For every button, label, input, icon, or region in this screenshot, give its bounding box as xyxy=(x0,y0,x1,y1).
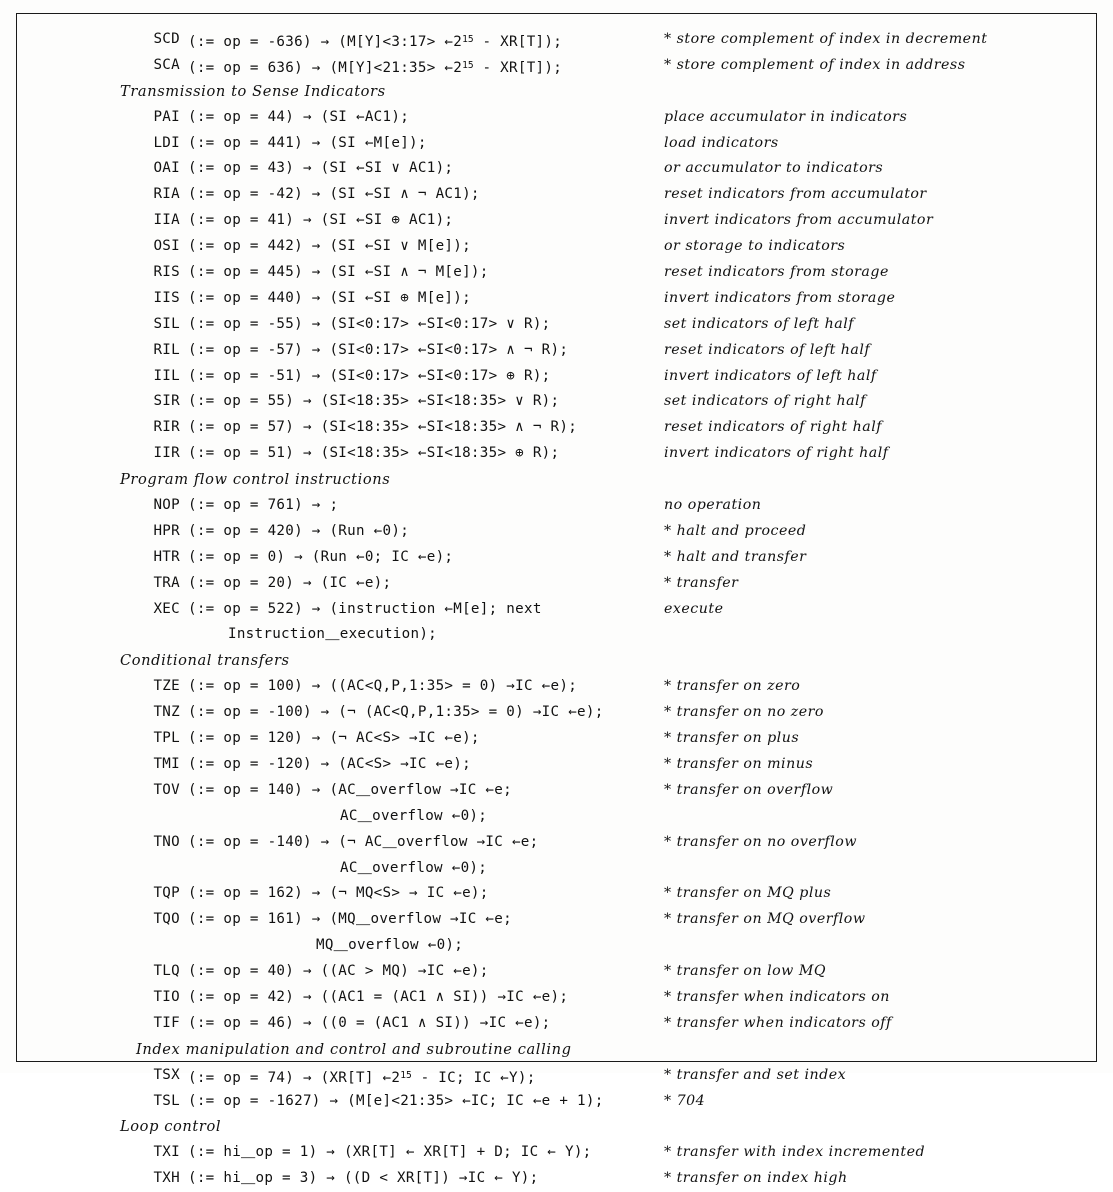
instruction-mnemonic: RIR xyxy=(153,419,180,436)
expression-text: (:= op = 522) → (instruction ←M[e]; next xyxy=(188,600,542,617)
expression-text: (:= op = -120) → (AC<S> →IC ←e); xyxy=(188,755,471,772)
instruction-comment: * store complement of index in address xyxy=(664,56,966,73)
expression-text: (:= hi⸏op = 3) → ((D < XR[T]) →IC ← Y); xyxy=(188,1170,539,1187)
instruction-expression xyxy=(188,1166,538,1192)
instruction-comment: * store complement of index in decrement xyxy=(664,31,988,47)
instruction-comment: invert indicators of right half xyxy=(664,445,889,462)
instruction-mnemonic: HTR xyxy=(153,548,180,565)
exponent: 15 xyxy=(462,34,474,45)
listing-row xyxy=(16,1114,1097,1140)
instruction-comment: * transfer on low MQ xyxy=(664,963,826,980)
instruction-comment: set indicators of right half xyxy=(664,393,866,410)
instruction-comment: reset indicators of right half xyxy=(664,419,883,436)
instruction-mnemonic: TXH xyxy=(153,1170,180,1187)
listing-row xyxy=(16,648,1097,674)
listing-row xyxy=(16,1037,1097,1063)
listing-row xyxy=(16,985,1097,1011)
instruction-expression xyxy=(188,545,453,571)
listing-row xyxy=(16,338,1097,364)
instruction-comment: * transfer with index incremented xyxy=(664,1144,926,1161)
listing-row xyxy=(16,364,1097,390)
instruction-expression xyxy=(188,1089,604,1115)
instruction-mnemonic: TNO xyxy=(153,833,180,850)
expression-text: (:= op = 445) → (SI ←SI ∧ ¬ M[e]); xyxy=(188,264,489,281)
instruction-expression xyxy=(188,493,338,519)
instruction-mnemonic: TMI xyxy=(153,755,180,772)
instruction-mnemonic: SIL xyxy=(153,315,180,332)
expression-text: (:= op = 40) → ((AC > MQ) →IC ←e); xyxy=(188,963,489,980)
instruction-comment: * transfer on no zero xyxy=(664,704,824,721)
expression-text: (:= op = 20) → (IC ←e); xyxy=(188,574,392,591)
expression-text: (:= op = 51) → (SI<18:35> ←SI<18:35> ⊕ R); xyxy=(188,445,560,462)
instruction-comment: * halt and proceed xyxy=(664,522,807,539)
instruction-comment: execute xyxy=(664,600,724,617)
instruction-mnemonic: IIR xyxy=(153,445,180,462)
instruction-expression xyxy=(188,234,471,260)
instruction-expression xyxy=(188,364,551,390)
instruction-comment: reset indicators from storage xyxy=(664,264,889,281)
instruction-comment: * transfer when indicators off xyxy=(664,1014,892,1031)
listing-row xyxy=(16,234,1097,260)
listing-row xyxy=(16,959,1097,985)
instruction-expression xyxy=(188,1063,536,1092)
listing-row xyxy=(16,105,1097,131)
instruction-mnemonic: TXI xyxy=(153,1144,180,1161)
instruction-comment: * halt and transfer xyxy=(664,548,807,565)
instruction-mnemonic: TLQ xyxy=(153,963,180,980)
instruction-comment: or accumulator to indicators xyxy=(664,160,884,177)
instruction-mnemonic: TNZ xyxy=(153,704,180,721)
listing-row xyxy=(16,1063,1097,1089)
listing-row xyxy=(16,545,1097,571)
expression-text-tail: - IC; IC ←Y); xyxy=(411,1069,536,1086)
listing-row xyxy=(16,156,1097,182)
instruction-mnemonic: RIS xyxy=(153,264,180,281)
instruction-comment: place accumulator in indicators xyxy=(664,108,908,125)
instruction-continuation xyxy=(316,933,463,959)
instruction-expression xyxy=(188,907,512,933)
listing-row xyxy=(16,907,1097,933)
listing-row xyxy=(16,467,1097,493)
instruction-mnemonic: HPR xyxy=(153,522,180,539)
listing-row xyxy=(16,27,1097,53)
listing-row xyxy=(16,1140,1097,1166)
instruction-comment: invert indicators of left half xyxy=(664,367,877,384)
expression-text: AC⸏overflow ←0); xyxy=(340,859,488,876)
instruction-comment: * transfer and set index xyxy=(664,1066,847,1083)
expression-text: (:= op = 420) → (Run ←0); xyxy=(188,522,410,539)
instruction-mnemonic: SCD xyxy=(153,31,180,47)
instruction-expression xyxy=(188,571,391,597)
expression-text: (:= op = 43) → (SI ←SI ∨ AC1); xyxy=(188,160,454,177)
instruction-expression xyxy=(188,105,409,131)
listing-row xyxy=(16,881,1097,907)
listing-row xyxy=(16,286,1097,312)
section-heading: Program flow control instructions xyxy=(120,471,391,489)
expression-text: (:= op = 74) → (XR[T] ←2 xyxy=(188,1069,401,1086)
section-heading: Index manipulation and control and subroutine calling xyxy=(136,1040,572,1058)
expression-text: (:= op = 441) → (SI ←M[e]); xyxy=(188,134,427,151)
instruction-expression xyxy=(188,881,489,907)
instruction-comment: * transfer xyxy=(664,574,739,591)
listing-row xyxy=(16,389,1097,415)
instruction-expression xyxy=(188,830,538,856)
instruction-mnemonic: PAI xyxy=(153,108,180,125)
expression-text-tail: - XR[T]); xyxy=(473,34,563,50)
instruction-expression xyxy=(188,959,489,985)
listing-row xyxy=(16,778,1097,804)
listing-row xyxy=(16,260,1097,286)
expression-text: (:= op = 162) → (¬ MQ<S> → IC ←e); xyxy=(188,885,489,902)
expression-text: (:= op = -57) → (SI<0:17> ←SI<0:17> ∧ ¬ R); xyxy=(188,341,569,358)
instruction-comment: * transfer on MQ plus xyxy=(664,885,832,902)
listing-row xyxy=(16,1089,1097,1115)
expression-text: (:= op = 440) → (SI ←SI ⊕ M[e]); xyxy=(188,289,471,306)
expression-text: MQ⸏overflow ←0); xyxy=(316,937,464,954)
instruction-comment: no operation xyxy=(664,497,762,514)
instruction-comment: or storage to indicators xyxy=(664,238,846,255)
listing-row xyxy=(16,415,1097,441)
listing-row xyxy=(16,674,1097,700)
instruction-comment: reset indicators of left half xyxy=(664,341,871,358)
instruction-mnemonic: OAI xyxy=(153,160,180,177)
expression-text: (:= op = -100) → (¬ (AC<Q,P,1:35> = 0) →IC ←e); xyxy=(188,704,604,721)
instruction-expression xyxy=(188,778,512,804)
instruction-expression xyxy=(188,156,453,182)
expression-text: (:= op = 120) → (¬ AC<S> →IC ←e); xyxy=(188,730,480,747)
expression-text: (:= op = 46) → ((0 = (AC1 ∧ SI)) →IC ←e); xyxy=(188,1014,551,1031)
listing-row xyxy=(16,519,1097,545)
expression-text: (:= op = 41) → (SI ←SI ⊕ AC1); xyxy=(188,212,454,229)
instruction-comment: load indicators xyxy=(664,134,779,151)
instruction-expression xyxy=(188,441,559,467)
expression-text: (:= op = -636) → (M[Y]<3:17> ←2 xyxy=(188,34,463,50)
instruction-comment: * transfer on MQ overflow xyxy=(664,911,866,928)
instruction-mnemonic: TQO xyxy=(153,911,180,928)
instruction-comment: * transfer on zero xyxy=(664,678,801,695)
expression-text: (:= op = 44) → (SI ←AC1); xyxy=(188,108,410,125)
instruction-expression xyxy=(188,389,559,415)
listing-row xyxy=(16,1011,1097,1037)
instruction-mnemonic: TZE xyxy=(153,678,180,695)
listing-row xyxy=(16,571,1097,597)
instruction-expression xyxy=(188,208,453,234)
expression-text: AC⸏overflow ←0); xyxy=(340,807,488,824)
instruction-expression xyxy=(188,597,542,623)
instruction-comment: * transfer on overflow xyxy=(664,781,834,798)
instruction-expression xyxy=(188,312,551,338)
instruction-mnemonic: TRA xyxy=(153,574,180,591)
instruction-continuation xyxy=(228,622,437,648)
section-heading: Transmission to Sense Indicators xyxy=(120,82,386,100)
instruction-expression xyxy=(188,286,471,312)
instruction-expression xyxy=(188,27,562,56)
expression-text: (:= op = -140) → (¬ AC⸏overflow →IC ←e; xyxy=(188,833,539,850)
expression-text-tail: - XR[T]); xyxy=(473,59,563,76)
instruction-mnemonic: TIF xyxy=(153,1014,180,1031)
listing-row xyxy=(16,312,1097,338)
instruction-mnemonic: OSI xyxy=(153,238,180,255)
instruction-continuation xyxy=(340,856,487,882)
listing-row xyxy=(16,53,1097,79)
section-heading: Conditional transfers xyxy=(120,652,290,670)
expression-text: (:= op = 636) → (M[Y]<21:35> ←2 xyxy=(188,59,463,76)
expression-text: (:= op = -51) → (SI<0:17> ←SI<0:17> ⊕ R); xyxy=(188,367,551,384)
listing-row xyxy=(16,131,1097,157)
instruction-expression xyxy=(188,674,577,700)
instruction-mnemonic: XEC xyxy=(153,600,180,617)
instruction-expression xyxy=(188,752,471,778)
instruction-expression xyxy=(188,415,577,441)
instruction-mnemonic: SIR xyxy=(153,393,180,410)
instruction-expression xyxy=(188,182,480,208)
expression-text: Instruction⸏execution); xyxy=(228,626,438,643)
expression-text: (:= op = 100) → ((AC<Q,P,1:35> = 0) →IC ←e); xyxy=(188,678,578,695)
instruction-mnemonic: IIL xyxy=(153,367,180,384)
instruction-mnemonic: NOP xyxy=(153,497,180,514)
expression-text: (:= op = -42) → (SI ←SI ∧ ¬ AC1); xyxy=(188,186,480,203)
instruction-mnemonic: TQP xyxy=(153,885,180,902)
listing-row xyxy=(16,700,1097,726)
instruction-comment: invert indicators from accumulator xyxy=(664,212,934,229)
instruction-expression xyxy=(188,131,427,157)
instruction-mnemonic: TOV xyxy=(153,781,180,798)
instruction-expression xyxy=(188,985,568,1011)
instruction-comment: set indicators of left half xyxy=(664,315,854,332)
listing-row xyxy=(16,830,1097,856)
expression-text: (:= op = 161) → (MQ⸏overflow →IC ←e; xyxy=(188,911,512,928)
instruction-comment: * transfer on minus xyxy=(664,755,814,772)
instruction-expression xyxy=(188,726,480,752)
listing-row xyxy=(16,856,1097,882)
instruction-mnemonic: TPL xyxy=(153,730,180,747)
expression-text: (:= op = 761) → ; xyxy=(188,497,339,514)
instruction-comment: invert indicators from storage xyxy=(664,289,896,306)
expression-text: (:= op = -55) → (SI<0:17> ←SI<0:17> ∨ R); xyxy=(188,315,551,332)
instruction-expression xyxy=(188,53,562,82)
expression-text: (:= op = 57) → (SI<18:35> ←SI<18:35> ∧ ¬ R); xyxy=(188,419,578,436)
instruction-comment: * transfer when indicators on xyxy=(664,988,890,1005)
listing-row xyxy=(16,493,1097,519)
listing-row xyxy=(16,208,1097,234)
instruction-mnemonic: IIS xyxy=(153,289,180,306)
exponent: 15 xyxy=(462,59,474,71)
instruction-comment: * transfer on plus xyxy=(664,730,800,747)
expression-text: (:= hi⸏op = 1) → (XR[T] ← XR[T] + D; IC ← Y); xyxy=(188,1144,592,1161)
exponent: 15 xyxy=(400,1069,412,1081)
instruction-mnemonic: TSL xyxy=(153,1092,180,1109)
instruction-comment: reset indicators from accumulator xyxy=(664,186,927,203)
instruction-expression xyxy=(188,338,568,364)
expression-text: (:= op = 0) → (Run ←0; IC ←e); xyxy=(188,548,454,565)
instruction-comment: * transfer on index high xyxy=(664,1170,848,1187)
instruction-comment: * 704 xyxy=(664,1092,706,1109)
listing-row xyxy=(16,79,1097,105)
listing-row xyxy=(16,182,1097,208)
listing-row xyxy=(16,752,1097,778)
expression-text: (:= op = 42) → ((AC1 = (AC1 ∧ SI)) →IC ←e); xyxy=(188,988,569,1005)
instruction-mnemonic: IIA xyxy=(153,212,180,229)
instruction-expression xyxy=(188,519,409,545)
instruction-expression xyxy=(188,1140,592,1166)
listing-row xyxy=(16,804,1097,830)
expression-text: (:= op = 140) → (AC⸏overflow →IC ←e; xyxy=(188,781,512,798)
instruction-mnemonic: TIO xyxy=(153,988,180,1005)
instruction-expression xyxy=(188,1011,551,1037)
instruction-mnemonic: LDI xyxy=(153,134,180,151)
instruction-expression xyxy=(188,260,489,286)
listing-row xyxy=(16,933,1097,959)
listing-row xyxy=(16,441,1097,467)
expression-text: (:= op = -1627) → (M[e]<21:35> ←IC; IC ←e + 1); xyxy=(188,1092,604,1109)
instruction-mnemonic: RIA xyxy=(153,186,180,203)
expression-text: (:= op = 55) → (SI<18:35> ←SI<18:35> ∨ R); xyxy=(188,393,560,410)
listing-row xyxy=(16,622,1097,648)
instruction-expression xyxy=(188,700,604,726)
instruction-mnemonic: TSX xyxy=(153,1066,180,1083)
instruction-mnemonic: RIL xyxy=(153,341,180,358)
instruction-mnemonic: SCA xyxy=(153,56,180,73)
listing-row xyxy=(16,1166,1097,1192)
instruction-comment: * transfer on no overflow xyxy=(664,833,857,850)
listing-row xyxy=(16,597,1097,623)
listing-row xyxy=(16,726,1097,752)
section-heading: Loop control xyxy=(120,1118,222,1136)
instruction-continuation xyxy=(340,804,487,830)
expression-text: (:= op = 442) → (SI ←SI ∨ M[e]); xyxy=(188,238,471,255)
